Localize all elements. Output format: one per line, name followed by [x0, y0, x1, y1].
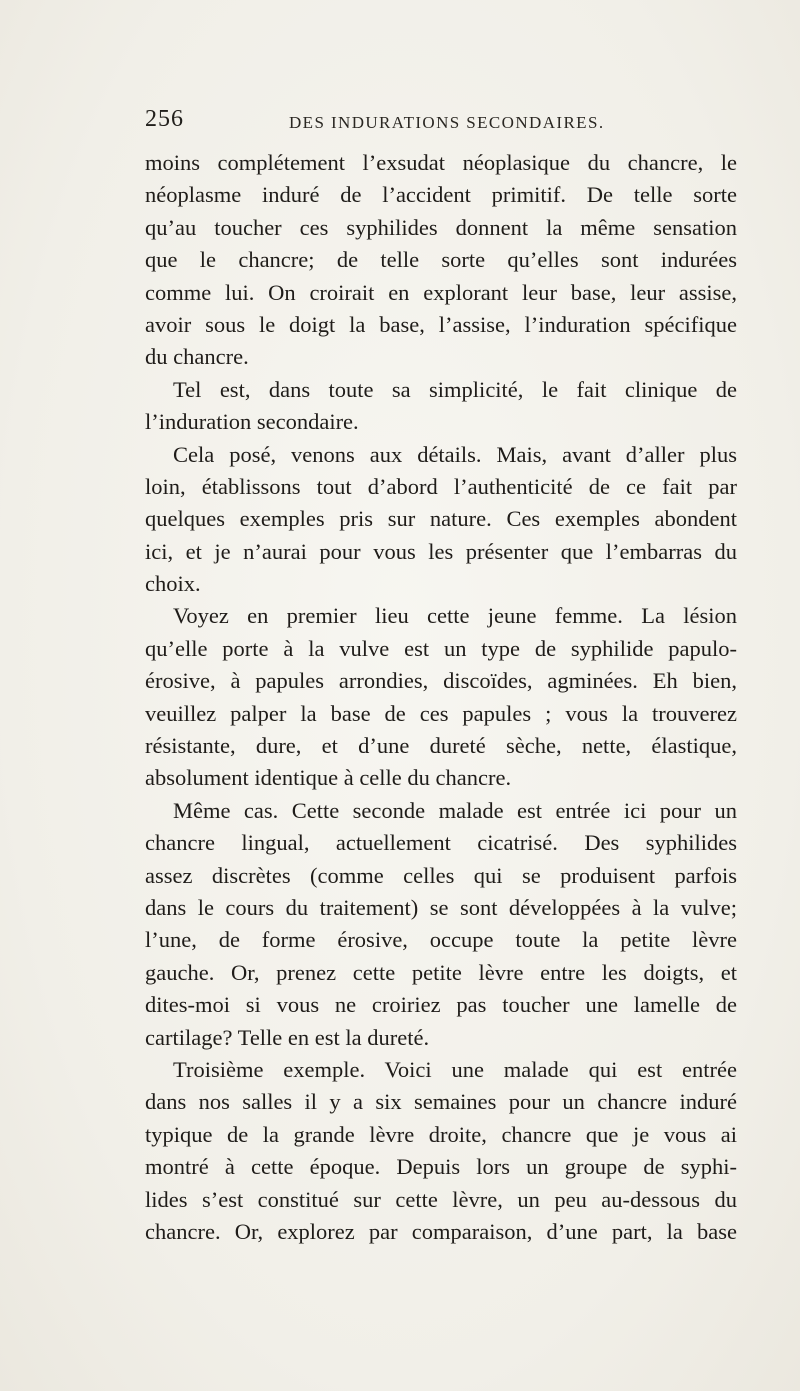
text-line: cartilage? Telle en est la dureté. [145, 1024, 430, 1050]
text-line: Voyez en premier lieu cette jeune femme. La lésion [173, 603, 737, 629]
text-line: typique de la grande lèvre droite, chancre que je vous ai [145, 1121, 737, 1147]
text-line: dites-moi si vous ne croiriez pas toucher une lamelle de [145, 992, 737, 1018]
text-line: Cela posé, venons aux détails. Mais, avant d’aller plus [173, 441, 737, 467]
running-head: DES INDURATIONS SECONDAIRES. [289, 113, 605, 132]
text-line: érosive, à papules arrondies, discoïdes, agminées. Eh bien, [145, 668, 737, 694]
text-line: qu’au toucher ces syphilides donnent la même sensation [145, 214, 737, 240]
body-text [145, 147, 737, 1248]
text-line: néoplasme induré de l’accident primitif. De telle sorte [145, 182, 737, 208]
text-line: Troisième exemple. Voici une malade qui est entrée [173, 1056, 737, 1082]
text-line: comme lui. On croirait en explorant leur base, leur assise, [145, 279, 737, 305]
page-header [145, 106, 665, 140]
text-line: absolument identique à celle du chancre. [145, 765, 512, 791]
text-line: dans le cours du traitement) se sont développées à la vulve; [145, 894, 737, 920]
text-line: l’une, de forme érosive, occupe toute la petite lèvre [145, 927, 737, 953]
text-line: avoir sous le doigt la base, l’assise, l’induration spécifique [145, 311, 737, 337]
text-line: ici, et je n’aurai pour vous les présenter que l’embarras du [145, 538, 737, 564]
text-line: Même cas. Cette seconde malade est entrée ici pour un [173, 797, 737, 823]
text-line: assez discrètes (comme celles qui se produisent parfois [145, 862, 737, 888]
page-number: 256 [145, 106, 184, 132]
text-line: veuillez palper la base de ces papules ; vous la trouverez [145, 700, 737, 726]
text-line: du chancre. [145, 344, 249, 370]
text-line: chancre lingual, actuellement cicatrisé. Des syphilides [145, 830, 737, 856]
text-line: que le chancre; de telle sorte qu’elles sont indurées [145, 247, 737, 273]
text-line: résistante, dure, et d’une dureté sèche, nette, élastique, [145, 733, 737, 759]
text-line: dans nos salles il y a six semaines pour un chancre induré [145, 1089, 737, 1115]
text-line: l’induration secondaire. [145, 409, 359, 435]
text-line: montré à cette époque. Depuis lors un groupe de syphi- [145, 1154, 737, 1180]
text-line: lides s’est constitué sur cette lèvre, un peu au-dessous du [145, 1186, 737, 1212]
text-line: loin, établissons tout d’abord l’authenticité de ce fait par [145, 473, 737, 499]
text-line: Tel est, dans toute sa simplicité, le fait clinique de [173, 376, 737, 402]
text-line: chancre. Or, explorez par comparaison, d’une part, la base [145, 1218, 737, 1244]
text-line: gauche. Or, prenez cette petite lèvre entre les doigts, et [145, 959, 737, 985]
text-line: quelques exemples pris sur nature. Ces exemples abondent [145, 506, 737, 532]
text-line: qu’elle porte à la vulve est un type de syphilide papulo- [145, 635, 737, 661]
text-line: choix. [145, 571, 201, 597]
text-line: moins complétement l’exsudat néoplasique du chancre, le [145, 150, 737, 175]
